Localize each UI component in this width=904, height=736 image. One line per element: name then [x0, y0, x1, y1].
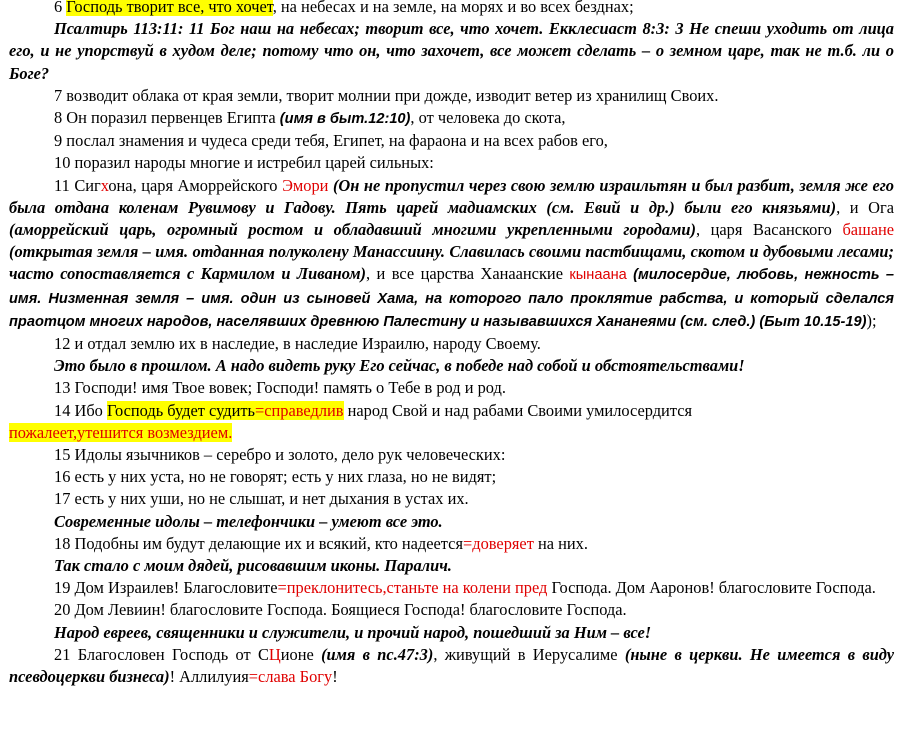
- commentary-1: Псалтирь 113:11: 11 Бог наш на небесах; творит все, что хочет. Екклесиаст 8:3: 3 Не спеши уходить от лица его, и не упорствуй в худом деле; потому что он, что захочет, все может сделать – о земном царе, так не т.б. ли о Боге?: [9, 19, 894, 83]
- red-letter: Ц: [268, 644, 281, 664]
- verse-14: [9, 400, 894, 422]
- verse-text: на них.: [533, 533, 588, 553]
- name-note: (имя в быт.12:10): [279, 111, 411, 128]
- verse-text: , царя Васанского: [695, 220, 843, 240]
- highlighted-text: Господь будет судить: [106, 400, 256, 420]
- red-name: кынаана: [569, 267, 627, 284]
- verse-17: 17 есть у них уши, но не слышат, и нет дыхания в устах их.: [54, 489, 469, 509]
- verse-7: 7 возводит облака от края земли, творит молнии при дожде, изводит ветер из хранилищ Своих.: [54, 85, 719, 105]
- red-letter: х: [100, 175, 109, 195]
- verse-10: 10 поразил народы многие и истребил царей сильных:: [54, 153, 434, 173]
- verse-13: 13 Господи! имя Твое вовек; Господи! память о Тебе в род и род.: [54, 378, 506, 398]
- verse-text: Господа. Дом Ааронов! благословите Господа.: [547, 578, 876, 598]
- verse-text: , на небесах и на земле, на морях и во всех безднах;: [272, 0, 634, 16]
- commentary-5: Народ евреев, священники и служители, и прочий народ, пошедший за Ним – все!: [54, 622, 652, 642]
- verse-text: , от человека до скота,: [410, 108, 566, 128]
- commentary-3: Современные идолы – телефончики – умеют все это.: [54, 511, 443, 531]
- verse-21: [9, 644, 894, 688]
- highlighted-red-text: =справедлив: [255, 400, 344, 420]
- commentary-4: Так стало с моим дядей, рисовавшим иконы. Паралич.: [54, 556, 452, 576]
- verse-12: 12 и отдал землю их в наследие, в наследие Израилю, народу Своему.: [54, 334, 541, 354]
- verse-text: !: [332, 667, 338, 687]
- commentary-note: (аморрейский царь, огромный ростом и обладавший многими укрепленными городами): [9, 220, 696, 240]
- verse-15: 15 Идолы язычников – серебро и золото, дело рук человеческих:: [54, 445, 506, 465]
- red-name: Эмори: [282, 175, 329, 195]
- verse-6: [9, 0, 894, 18]
- highlighted-red-text: пожалеет,утешится возмездием.: [9, 422, 233, 442]
- verse-text: ! Аллилуия: [169, 667, 249, 687]
- red-name: башане: [842, 220, 895, 240]
- red-text: =слава Богу: [248, 667, 333, 687]
- verse-text: 8 Он поразил первенцев Египта: [54, 108, 280, 128]
- verse-text: , и все царства Ханаанские: [366, 264, 570, 284]
- verse-8: [9, 107, 894, 130]
- verse-text: 14 Ибо: [54, 400, 107, 420]
- red-text: =доверяет: [463, 533, 534, 553]
- commentary-note: (Он не пропустил через свою землю израильтян и был разбит, земля же его была отдана коленам Рувимову и Гадову. Пять царей мадиамских (см. Евий и др.) были его князьями): [9, 175, 895, 217]
- verse-text: она, царя Аморрейского: [108, 175, 283, 195]
- verse-text: народ Свой и над рабами Своими умилосердится: [343, 400, 693, 420]
- verse-text: , и Ога: [836, 197, 895, 217]
- commentary-note: (имя в пс.47:3): [321, 644, 434, 664]
- commentary-note: (милосердие, любовь, нежность – имя. Низменная земля – имя. один из сыновей Хама, на которого пало проклятие рабства, и который сделался праотцом многих народов, населявших древнюю Палестину и называвшихся Хананеями (см. след.) (Быт 10.15-19): [9, 267, 895, 330]
- verse-text: 21 Благословен Господь от С: [54, 644, 269, 664]
- commentary-note: (открытая земля – имя. отданная полуколену Манассиину. Славилась своими пастбищами, скотом и дубовыми лесами; часто сопоставляется с Кармилом и Ливаном): [9, 242, 894, 284]
- verse-20: 20 Дом Левиин! благословите Господа. Боящиеся Господа! благословите Господа.: [54, 600, 627, 620]
- verse-text: 11 Сиг: [54, 175, 101, 195]
- verse-11: [9, 175, 894, 333]
- verse-text: 18 Подобны им будут делающие их и всякий, кто надеется: [54, 533, 463, 553]
- verse-9: 9 послал знамения и чудеса среди тебя, Египет, на фараона и на всех рабов его,: [54, 131, 608, 151]
- commentary-2: Это было в прошлом. А надо видеть руку Его сейчас, в победе над собой и обстоятельствами!: [54, 356, 745, 376]
- verse-19: [9, 577, 894, 599]
- verse-18: [9, 533, 894, 555]
- verse-text: 6: [54, 0, 67, 16]
- verse-16: 16 есть у них уста, но не говорят; есть у них глаза, но не видят;: [54, 467, 497, 487]
- verse-text: );: [866, 310, 877, 330]
- verse-text: ионе: [280, 644, 322, 664]
- verse-14-cont: [9, 422, 894, 444]
- verse-text: 19 Дом Израилев! Благословите: [54, 578, 278, 598]
- highlighted-text: Господь творит все, что хочет: [66, 0, 272, 16]
- commentary-note: (ныне в церкви. Не имеется в виду псевдоцеркви бизнеса): [9, 644, 895, 687]
- red-text: =преклонитесь,станьте на колени пред: [277, 578, 548, 598]
- verse-text: , живущий в Иерусалиме: [433, 644, 625, 664]
